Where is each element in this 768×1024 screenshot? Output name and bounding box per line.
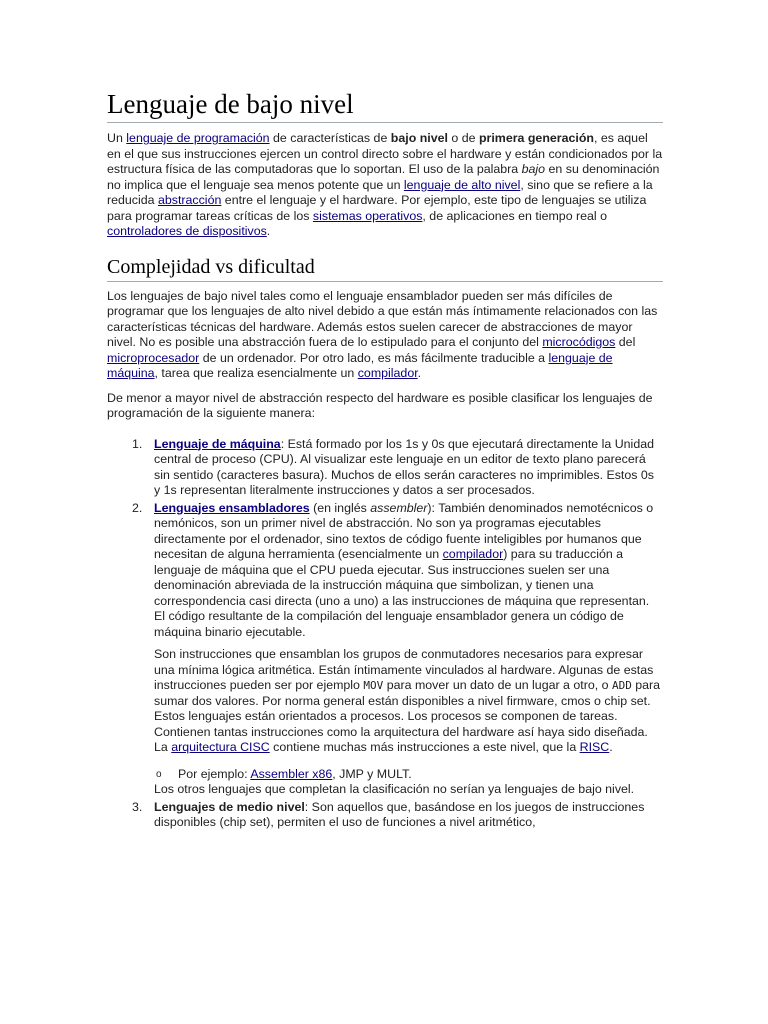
link-lenguaje-de-alto-nivel[interactable]: lenguaje de alto nivel bbox=[403, 177, 521, 192]
link-lenguaje-de-maquina-item[interactable]: Lenguaje de máquina bbox=[154, 436, 281, 451]
article-content bbox=[107, 88, 663, 831]
link-risc[interactable]: RISC bbox=[579, 740, 610, 754]
page-title: Lenguaje de bajo nivel bbox=[107, 88, 663, 123]
link-compilador-item[interactable]: compilador bbox=[442, 547, 504, 561]
circle-bullet-icon: o bbox=[156, 768, 162, 780]
link-lenguaje-de-programacion[interactable]: lenguaje de programación bbox=[126, 131, 270, 145]
term-lenguajes-de-medio-nivel: Lenguajes de medio nivel bbox=[154, 799, 305, 814]
list-number: 1. bbox=[132, 436, 143, 451]
link-controladores-de-dispositivos[interactable]: controladores de dispositivos bbox=[107, 224, 267, 238]
list-item: 1. Lenguaje de máquina: Está formado por los 1s y 0s que ejecutará directamente la Unidad central de proceso (CPU). Al visualizar este lenguaje en un editor de texto plano parecerá sin sentido (caracteres basura). Muchos de ellos serán caracteres no imprimibles. Estos 0s y 1s representan literalmente instrucciones y datos a ser procesados. bbox=[132, 436, 654, 497]
link-abstraccion[interactable]: abstracción bbox=[157, 193, 222, 207]
link-assembler-x86[interactable]: Assembler x86 bbox=[250, 766, 333, 781]
sub-list-item: o Por ejemplo: Assembler x86, JMP y MULT. bbox=[156, 766, 412, 781]
link-microprocesador[interactable]: microprocesador bbox=[107, 350, 200, 365]
classification-note: Los otros lenguajes que completan la clasificación no serían ya lenguajes de bajo nivel. bbox=[154, 782, 635, 796]
code-add: ADD bbox=[611, 679, 632, 692]
language-levels-list bbox=[107, 437, 663, 831]
section-paragraph-1: Los lenguajes de bajo nivel tales como el lenguaje ensamblador pueden ser más difíciles de programar que los lenguajes de alto nivel debido a que están más íntimamente relacionados con las características técnicas del hardware. Además estos suelen carecer de abstracciones de mayor nivel. No es posible una abstracción fuera de lo estipulado para el conjunto del microcódigos del microprocesador de un ordenador. Por otro lado, es más fácilmente traducible a lenguaje de máquina, tarea que realiza esencialmente un compilador. bbox=[107, 288, 658, 380]
link-lenguajes-ensambladores[interactable]: Lenguajes ensambladores bbox=[154, 500, 310, 515]
intro-paragraph: Un lenguaje de programación de características de bajo nivel o de primera generación, es aquel en el que sus instrucciones ejercen un control directo sobre el hardware y están condicionados por la estructura física de las computadoras que lo soportan. El uso de la palabra bajo en su denominación no implica que el lenguaje sea menos potente que un lenguaje de alto nivel, sino que se refiere a la reducida abstracción entre el lenguaje y el hardware. Por ejemplo, este tipo de lenguajes se utiliza para programar tareas críticas de los sistemas operativos, de aplicaciones en tiempo real o controladores de dispositivos. bbox=[107, 131, 663, 238]
assembler-detail-paragraph: Son instrucciones que ensamblan los grupos de conmutadores necesarios para expresar una mínima lógica aritmética. Están íntimamente vinculados al hardware. Algunas de estas instrucciones pueden ser por ejemplo MOV para mover un dato de un lugar a otro, o ADD para sumar dos valores. Por norma general están disponibles a nivel firmware, cmos o chip set. Estos lenguajes están orientados a procesos. Los procesos se componen de tareas. Contienen tantas instrucciones como la arquitectura del hardware así haya sido diseñada. La arquitectura CISC contiene muchas más instrucciones a este nivel, que la RISC. bbox=[154, 647, 661, 754]
list-item: 2. Lenguajes ensambladores (en inglés assembler): También denominados nemotécnicos o nemónicos, son un primer nivel de abstracción. No son ya programas ejecutables directamente por el ordenador, sino textos de código fuente inteligibles por humanos que necesitan de alguna herramienta (esencialmente un compilador) para su traducción a lenguaje de máquina que el CPU pueda ejecutar. Sus instrucciones suelen ser una denominación abreviada de la instrucción máquina que simbolizan, y tienen una correspondencia casi directa (uno a uno) a las instrucciones de máquina que representan. El código resultante de la compilación del lenguaje ensamblador genera un código de máquina binario ejecutable. Son instrucciones que ensamblan los grupos de conmutadores necesarios para expresar una mínima lógica aritmética. Están íntimamente vinculados al hardware. Algunas de estas instrucciones pueden ser por ejemplo MOV para mover un dato de un lugar a otro, o ADD para sumar dos valores. Por norma general están disponibles a nivel firmware, cmos o chip set. Estos lenguajes están orientados a procesos. Los procesos se componen de tareas. Contienen tantas instrucciones como la arquitectura del hardware así haya sido diseñada. La arquitectura CISC contiene muchas más instrucciones a este nivel, que la RISC. o Por ejemplo: Assembler x86, JMP y MULT. Los otros lenguajes que completan la clasificación no serían ya lenguajes de bajo nivel. bbox=[107, 501, 663, 798]
section-heading: Complejidad vs dificultad bbox=[107, 255, 663, 282]
list-number: 3. bbox=[132, 799, 143, 814]
link-compilador[interactable]: compilador bbox=[357, 366, 418, 380]
link-microcodigos[interactable]: microcódigos bbox=[542, 335, 616, 349]
link-arquitectura-cisc[interactable]: arquitectura CISC bbox=[171, 740, 270, 754]
code-mov: MOV bbox=[363, 679, 384, 692]
link-sistemas-operativos[interactable]: sistemas operativos bbox=[312, 208, 423, 223]
list-item: 3. Lenguajes de medio nivel: Son aquellos que, basándose en los juegos de instrucciones disponibles (chip set), permiten el uso de funciones a nivel aritmético, bbox=[132, 799, 645, 829]
section-paragraph-2: De menor a mayor nivel de abstracción respecto del hardware es posible clasificar los lenguajes de programación de la siguiente manera: bbox=[107, 390, 653, 420]
list-number: 2. bbox=[132, 500, 143, 515]
link-lenguaje-de-maquina[interactable]: lenguaje de máquina bbox=[107, 350, 613, 380]
